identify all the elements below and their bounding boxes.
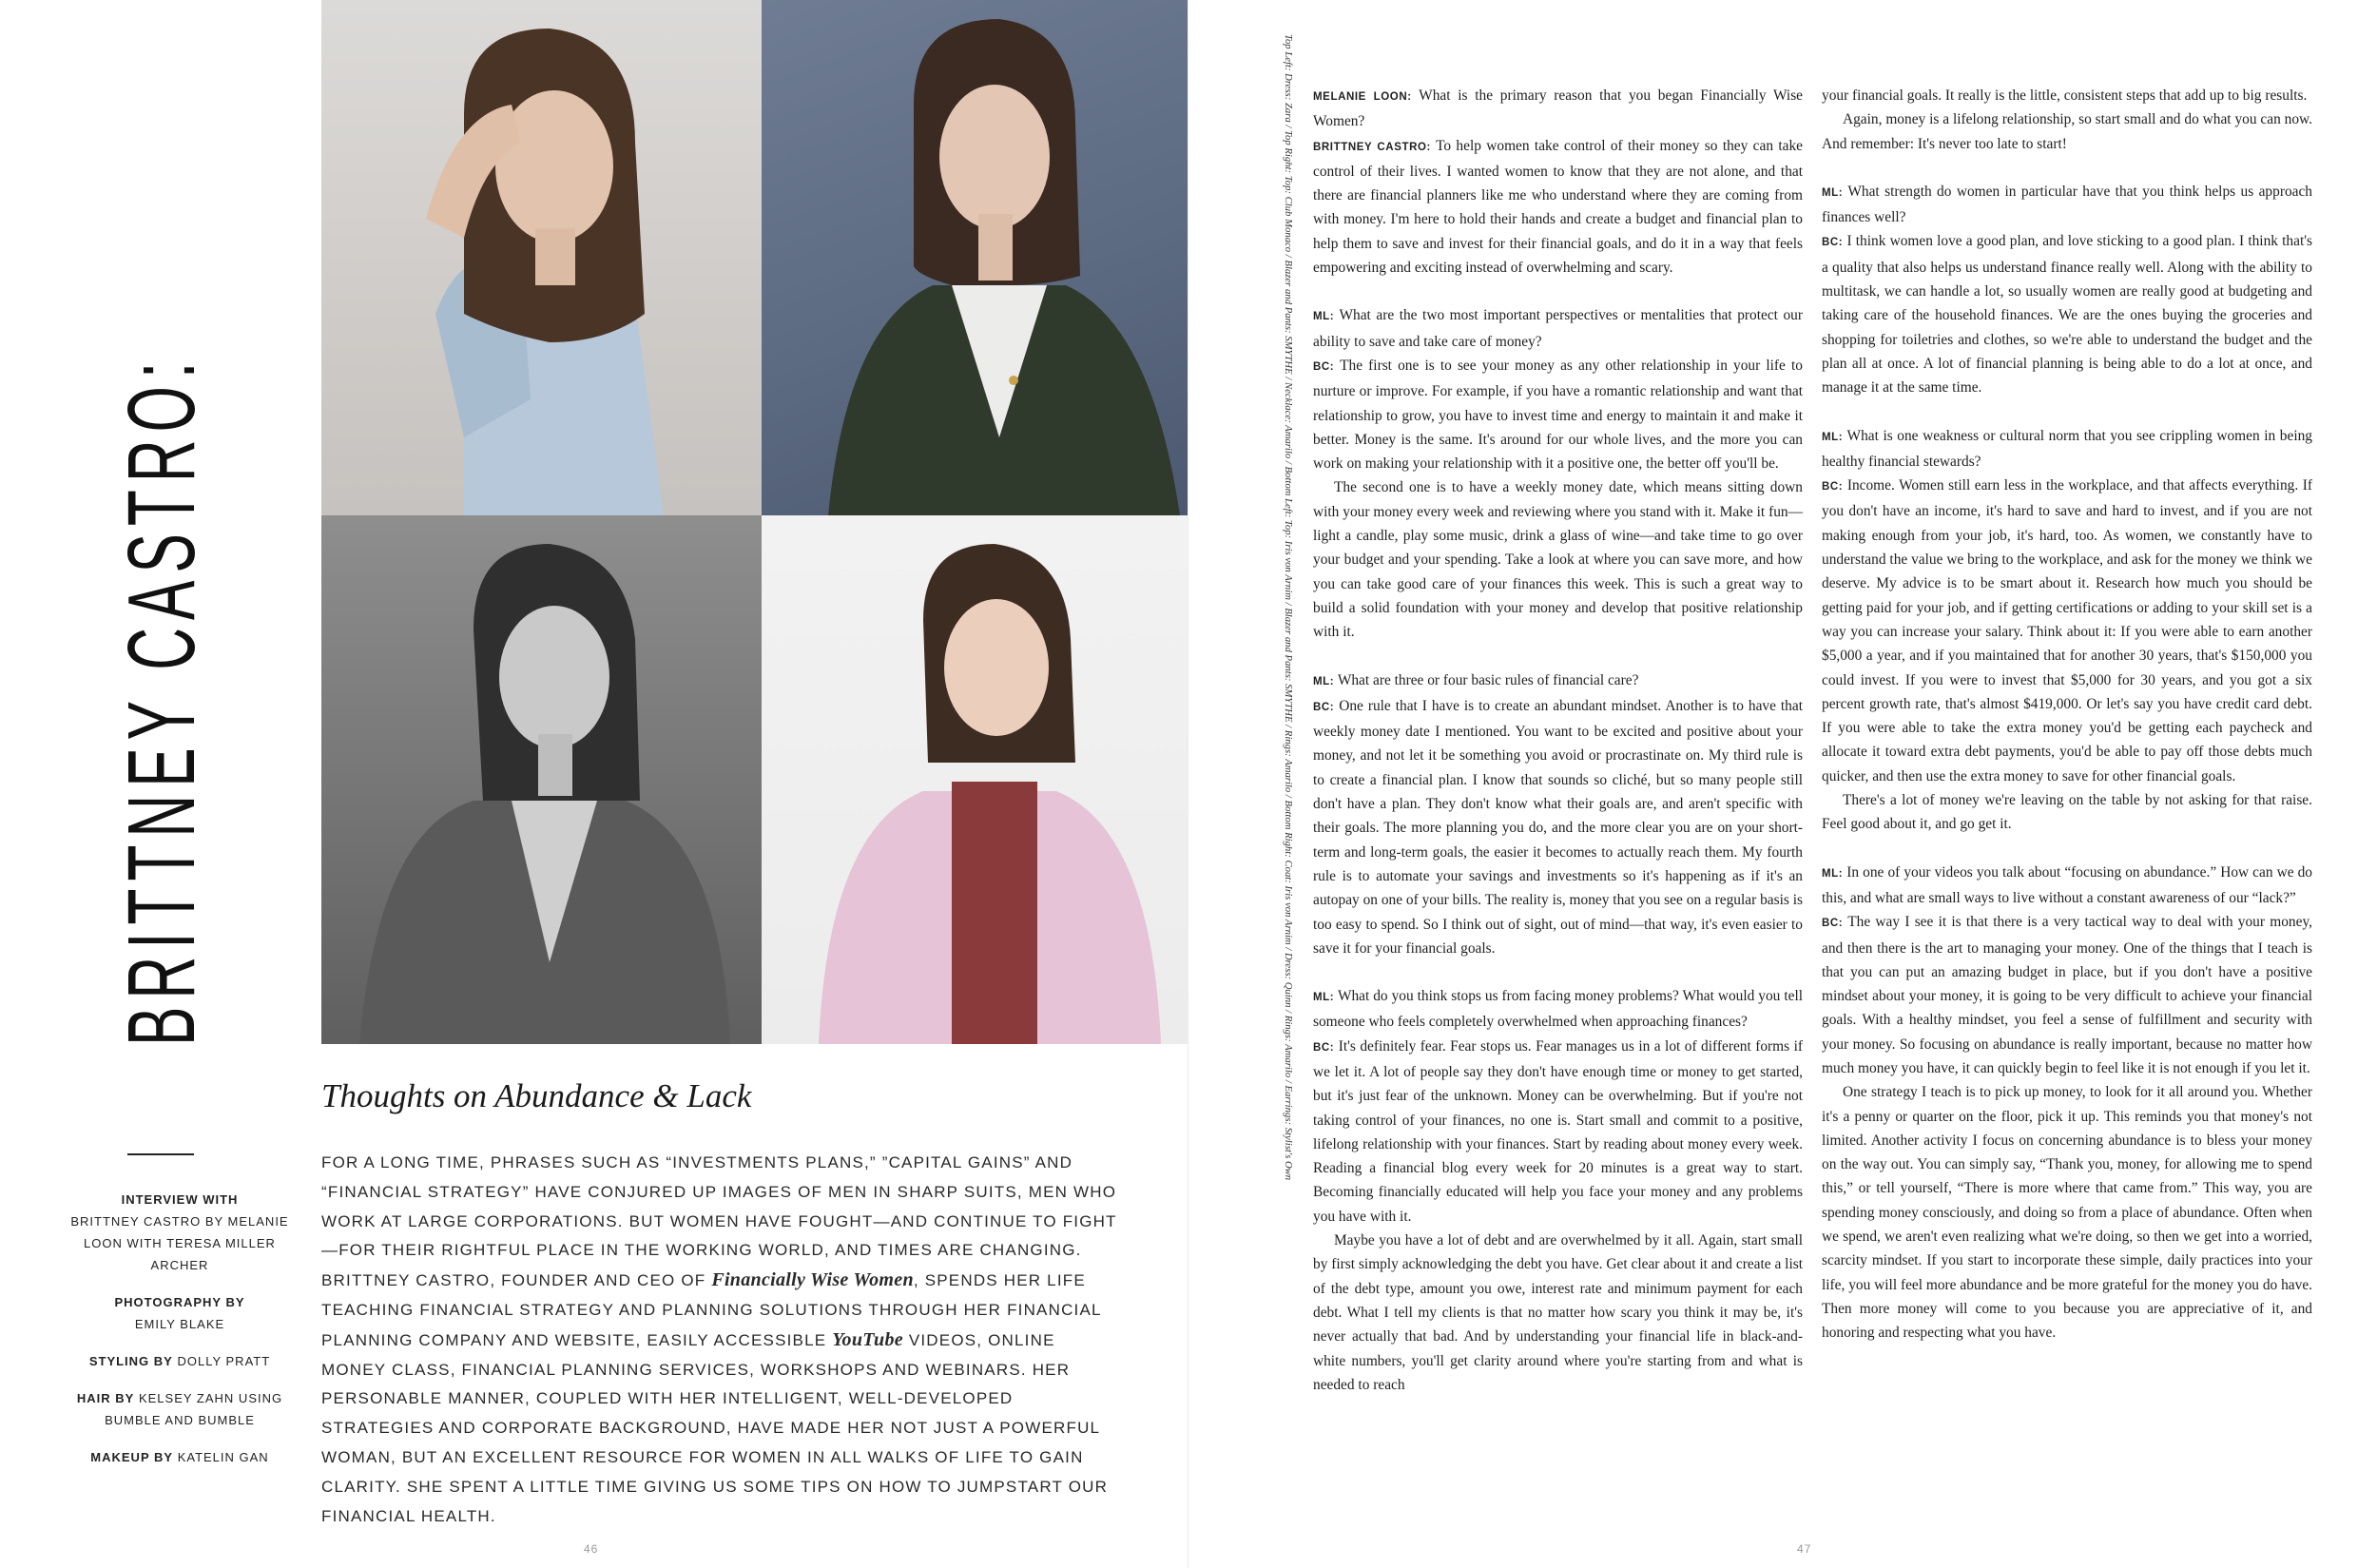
intro-italic-name: YouTube xyxy=(832,1328,903,1350)
credit-value: BRITTNEY CASTRO BY MELANIE LOON WITH TERESA MILLER ARCHER xyxy=(70,1214,289,1272)
interview-turn xyxy=(1313,303,1803,354)
paragraph-gap xyxy=(1313,645,1803,668)
credit-block xyxy=(57,1387,302,1431)
paragraph-text: The first one is to see your money as any other relationship in your life to nurture or improve. For example, if you have a romantic relationship and want that relationship to grow, you have to invest time and energy to maintain it and make it better. Money is the same. It's around for our whole lives, and the more you can work on making your relationship with it a positive one, the better off you'll be. xyxy=(1313,357,1803,473)
paragraph-text: To help women take control of their money so they can take control of their lives. I wanted women to know that they are not alone, and that there are financial planners like me who understand where they are coming from with money. I'm here to hold their hands and create a budget and financial plan to help them to save and invest for their financial goals, and do it in a way that feels empowering and exciting instead of overwhelming and scary. xyxy=(1313,137,1804,277)
speaker-label: BC: xyxy=(1822,237,1844,249)
interview-turn xyxy=(1822,861,2312,911)
paragraph-gap xyxy=(1822,400,2312,424)
photo-bottom-left-plaid-blazer xyxy=(321,515,762,1044)
paragraph-text: One rule that I have is to create an abundant mindset. Another is to have that weekly money date I mentioned. You want to be excited and positive about your money, and not let it be something you avoid or procrastinate on. My third rule is to create a financial plan. I know that sounds so cliché, but so many people still don't have a plan. They don't know what their goals are, and aren't specific with their goals. The more planning you do, and the more clear you are on your short-term and long-term goals, the easier it becomes to actually reach them. My fourth rule is to automate your savings and investments so it's happening as if it's an autopay on one of your bills. The reality is, money that you see on a regular basis is too easy to spend. So I think out of sight, out of mind—that way, it's even easier to save it for your financial goals. xyxy=(1313,697,1803,957)
paragraph-text: Income. Women still earn less in the workplace, and that affects everything. If you don't have an income, it's hard to save and hard to invest, and if you are not making enough from your job, it's hard, too. As women, we constantly have to understand the value we bring to the workplace, and ask for the money we think we deserve. My advice is to be smart about it. Research how much you should be getting paid for your job, and if getting certifications or adding to your skill set is a way you can increase your salary. Think about it: If you were able to earn another $5,000 a year, and if you maintained that for another 30 years, that's $150,000 you could invest. If you were to invest that $5,000 for 30 years, and you got a six percent growth rate, that's almost $419,000. Or let's say you have credit card debt. If you were able to take the extra money you'd be getting each paycheck and allocate it toward extra debt payments, you'd be able to pay off those debts much quicker, and then use the extra money to save for other financial goals. xyxy=(1822,477,2312,784)
interview-turn xyxy=(1822,180,2312,230)
speaker-label: BC: xyxy=(1822,481,1844,494)
article-subtitle: Thoughts on Abundance & Lack xyxy=(321,1077,752,1114)
interview-paragraph xyxy=(1313,475,1803,644)
interview-turn xyxy=(1313,694,1803,960)
paragraph-gap xyxy=(1313,280,1803,303)
credit-value: KATELIN GAN xyxy=(177,1450,269,1464)
credits-divider xyxy=(127,1153,194,1155)
paragraph-gap xyxy=(1822,837,2312,861)
interview-turn xyxy=(1822,474,2312,788)
page-number-right: 47 xyxy=(1797,1542,1812,1556)
vertical-title: BRITTNEY CASTRO: xyxy=(108,354,215,1046)
paragraph-text: The second one is to have a weekly money date, which means sitting down with your money every week and reviewing where you stand with it. Make it fun—light a candle, play some music, drink a glass of wine—and take time to go over your budget and your spending. Take a look at where you can save more, and how you can take good care of your finances this week. This is such a great way to build a solid foundation with your money and develop that positive relationship with it. xyxy=(1313,479,1803,641)
interview-turn xyxy=(1313,984,1803,1035)
interview-column-2 xyxy=(1822,84,2312,1345)
speaker-label: BC: xyxy=(1313,360,1335,373)
credit-block xyxy=(57,1350,302,1372)
intro-text: FOR A LONG TIME, PHRASES SUCH AS “INVESTMENTS PLANS,” ”CAPITAL GAINS” AND “FINANCIAL STRATEGY” HAVE CONJURED UP IMAGES OF MEN IN SHARP SUITS, MEN WHO WORK AT LARGE CORPORATIONS. BUT WOMEN HAVE FOUGHT—AND CONTINUE TO FIGHT—FOR THEIR RIGHTFUL PLACE IN THE WORKING WORLD, AND TIMES ARE CHANGING. BRITTNEY CASTRO, FOUNDER AND CEO OF xyxy=(321,1153,1117,1290)
interview-paragraph xyxy=(1822,1080,2312,1345)
credit-block xyxy=(57,1291,302,1335)
speaker-label: BRITTNEY CASTRO: xyxy=(1313,141,1431,153)
intro-italic-name: Financially Wise Women xyxy=(711,1269,914,1291)
paragraph-text: What are three or four basic rules of financial care? xyxy=(1337,671,1639,688)
speaker-label: BC: xyxy=(1313,1041,1335,1054)
intro-paragraph xyxy=(321,1149,1125,1531)
speaker-label: ML: xyxy=(1313,992,1335,1004)
paragraph-text: In one of your videos you talk about “focusing on abundance.” How can we do this, and what are small ways to live without a constant awareness of our “lack?” xyxy=(1822,863,2312,906)
paragraph-text: One strategy I teach is to pick up money, to look for it all around you. Whether it's a penny or quarter on the floor, pick it up. This reminds you that money's not limited. Another activity I focus on concerning abundance is to bless your money on the way out. You can simply say, “Thank you, money, for allowing me to spend this,” or tell yourself, “There is more where that came from.” This way, you are spending money consciously, and doing so from a place of abundance. Often when we spend, we aren't even realizing what we're doing, so then we get into a worried, scarcity mindset. If you start to incorporate these simple, daily practices into your life, you will feel more abundance and be more grateful for the money you do have. Then more money will come to you because you are appreciative of it, and honoring and respecting what you have. xyxy=(1822,1084,2312,1342)
interview-turn xyxy=(1313,84,1803,134)
photo-bottom-right-pink-coat xyxy=(762,515,1202,1044)
interview-turn xyxy=(1313,668,1803,694)
credit-label: HAIR BY xyxy=(76,1391,135,1405)
paragraph-text: What is the primary reason that you began Financially Wise Women? xyxy=(1313,87,1804,130)
credits xyxy=(57,1189,302,1483)
credit-label: STYLING BY xyxy=(88,1354,173,1368)
interview-paragraph xyxy=(1822,107,2312,156)
paragraph-text: What are the two most important perspectives or mentalities that protect our ability to save and take care of money? xyxy=(1313,307,1803,350)
credit-label: INTERVIEW WITH xyxy=(121,1192,239,1207)
paragraph-gap xyxy=(1313,960,1803,984)
paragraph-text: The way I see it is that there is a very tactical way to deal with your money, and then there is the art to managing your money. One of the things that I teach is that you can put an amazing budget in place, but if you don't have a positive mindset about your money, it is going to be very difficult to achieve your financial goals. With a healthy mindset, you feel a sense of fulfillment and security with your money. So focusing on abundance is really important, because no matter how much money you have, it can quickly begin to feel like it is not enough if you let it. xyxy=(1822,914,2312,1076)
paragraph-text: your financial goals. It really is the little, consistent steps that add up to big results. xyxy=(1822,87,2308,104)
left-page xyxy=(0,0,1188,1568)
intro-text: VIDEOS, ONLINE MONEY CLASS, FINANCIAL PLANNING SERVICES, WORKSHOPS AND WEBINARS. HER PERSONABLE MANNER, COUPLED WITH HER INTELLIGENT, WELL-DEVELOPED STRATEGIES AND CORPORATE BACKGROUND, HAVE MADE HER NOT JUST A POWERFUL WOMAN, BUT AN EXCELLENT RESOURCE FOR WOMEN IN ALL WALKS OF LIFE TO GAIN CLARITY. SHE SPENT A LITTLE TIME GIVING US SOME TIPS ON HOW TO JUMPSTART OUR FINANCIAL HEALTH. xyxy=(321,1330,1109,1525)
interview-column-1 xyxy=(1313,84,1803,1397)
speaker-label: ML: xyxy=(1822,867,1844,880)
paragraph-text: I think women love a good plan, and love sticking to a good plan. I think that's a quality that also helps us understand finance really well. Along with the ability to multitask, we can handle a lot, so usually women are really good at budgeting and taking care of the household finances. We are the ones buying the groceries and shopping for toiletries and clothes, so we're able to understand the budget and the plan all at once. A lot of financial planning is being able to do a lot at once, and manage it at the same time. xyxy=(1822,233,2312,397)
interview-turn xyxy=(1822,424,2312,474)
paragraph-text: What is one weakness or cultural norm that you see crippling women in being healthy financial stewards? xyxy=(1822,427,2313,470)
interview-turn xyxy=(1313,134,1803,281)
interview-turn xyxy=(1822,229,2312,399)
photo-credits-vertical: Top Left: Dress: Zara / Top Right: Top: Club Monaco / Blazer and Pants: SMYTHE / Necklace: Amarilo / Bottom Left: Top: Iris von Arnim / Blazer and Pants: SMYTHE / Rings: Amarilo / Bottom Right: Coat: Iris von Arnim / Dress: Quinn / Rings: Amarilo / Earrings: Stylist's Own xyxy=(1283,34,1294,1181)
speaker-label: ML: xyxy=(1822,431,1844,443)
interview-paragraph xyxy=(1313,1229,1803,1397)
credit-label: PHOTOGRAPHY BY xyxy=(114,1295,245,1309)
speaker-label: MELANIE LOON: xyxy=(1313,91,1412,103)
credit-value: KELSEY ZAHN USING BUMBLE AND BUMBLE xyxy=(105,1391,283,1427)
speaker-label: BC: xyxy=(1313,701,1335,713)
credit-value: DOLLY PRATT xyxy=(177,1354,271,1368)
photo-top-right-green-blazer xyxy=(762,0,1202,515)
paragraph-text: Again, money is a lifelong relationship, so start small and do what you can now. And remember: It's never too late to start! xyxy=(1822,111,2312,152)
credit-value: EMILY BLAKE xyxy=(134,1317,225,1331)
paragraph-text: What strength do women in particular have that you think helps us approach finances well? xyxy=(1822,183,2312,226)
paragraph-text: There's a lot of money we're leaving on the table by not asking for that raise. Feel good about it, and go get it. xyxy=(1822,792,2312,833)
speaker-label: ML: xyxy=(1822,186,1844,199)
paragraph-text: It's definitely fear. Fear stops us. Fear manages us in a lot of different forms if we let it. A lot of people say they don't have enough time or money to get started, but it's just fear of the unknown. Money can be overwhelming. But if you're not taking control of your finances, no one is. Start small and commit to a positive, lifelong relationship with your finances. Start by reading about money every week. Reading a financial blog every week for 20 minutes is a great way to start. Becoming financially educated will help you face your money and any problems you have with it. xyxy=(1313,1037,1803,1225)
credit-label: MAKEUP BY xyxy=(90,1450,174,1464)
speaker-label: ML: xyxy=(1313,675,1335,687)
interview-paragraph xyxy=(1822,788,2312,837)
paragraph-text: What do you think stops us from facing money problems? What would you tell someone who feels completely overwhelmed when approaching finances? xyxy=(1313,988,1803,1031)
credit-block xyxy=(57,1446,302,1468)
interview-paragraph xyxy=(1822,84,2312,107)
paragraph-text: Maybe you have a lot of debt and are overwhelmed by it all. Again, start small by first simply acknowledging the debt you have. Get clear about it and create a list of the debt type, amount you owe, interest rate and minimum payment for each debt. What I tell my clients is that no matter how scary you think it may be, it's never actually that bad. And by understanding your financial life in black-and-white numbers, you'll get clarity around where you're starting from and what is needed to reach xyxy=(1313,1232,1803,1393)
interview-turn xyxy=(1313,1035,1803,1229)
interview-turn xyxy=(1822,910,2312,1080)
speaker-label: ML: xyxy=(1313,311,1335,323)
paragraph-gap xyxy=(1822,156,2312,180)
speaker-label: BC: xyxy=(1822,918,1844,930)
credit-block xyxy=(57,1189,302,1276)
photo-top-left-blue-dress xyxy=(321,0,762,515)
intro-text: , SPENDS HER LIFE TEACHING FINANCIAL STRATEGY AND PLANNING SOLUTIONS THROUGH HER FINANCIAL PLANNING COMPANY AND WEBSITE, EASILY ACCESSIBLE xyxy=(321,1271,1102,1349)
interview-turn xyxy=(1313,354,1803,475)
page-number-left: 46 xyxy=(584,1542,599,1556)
